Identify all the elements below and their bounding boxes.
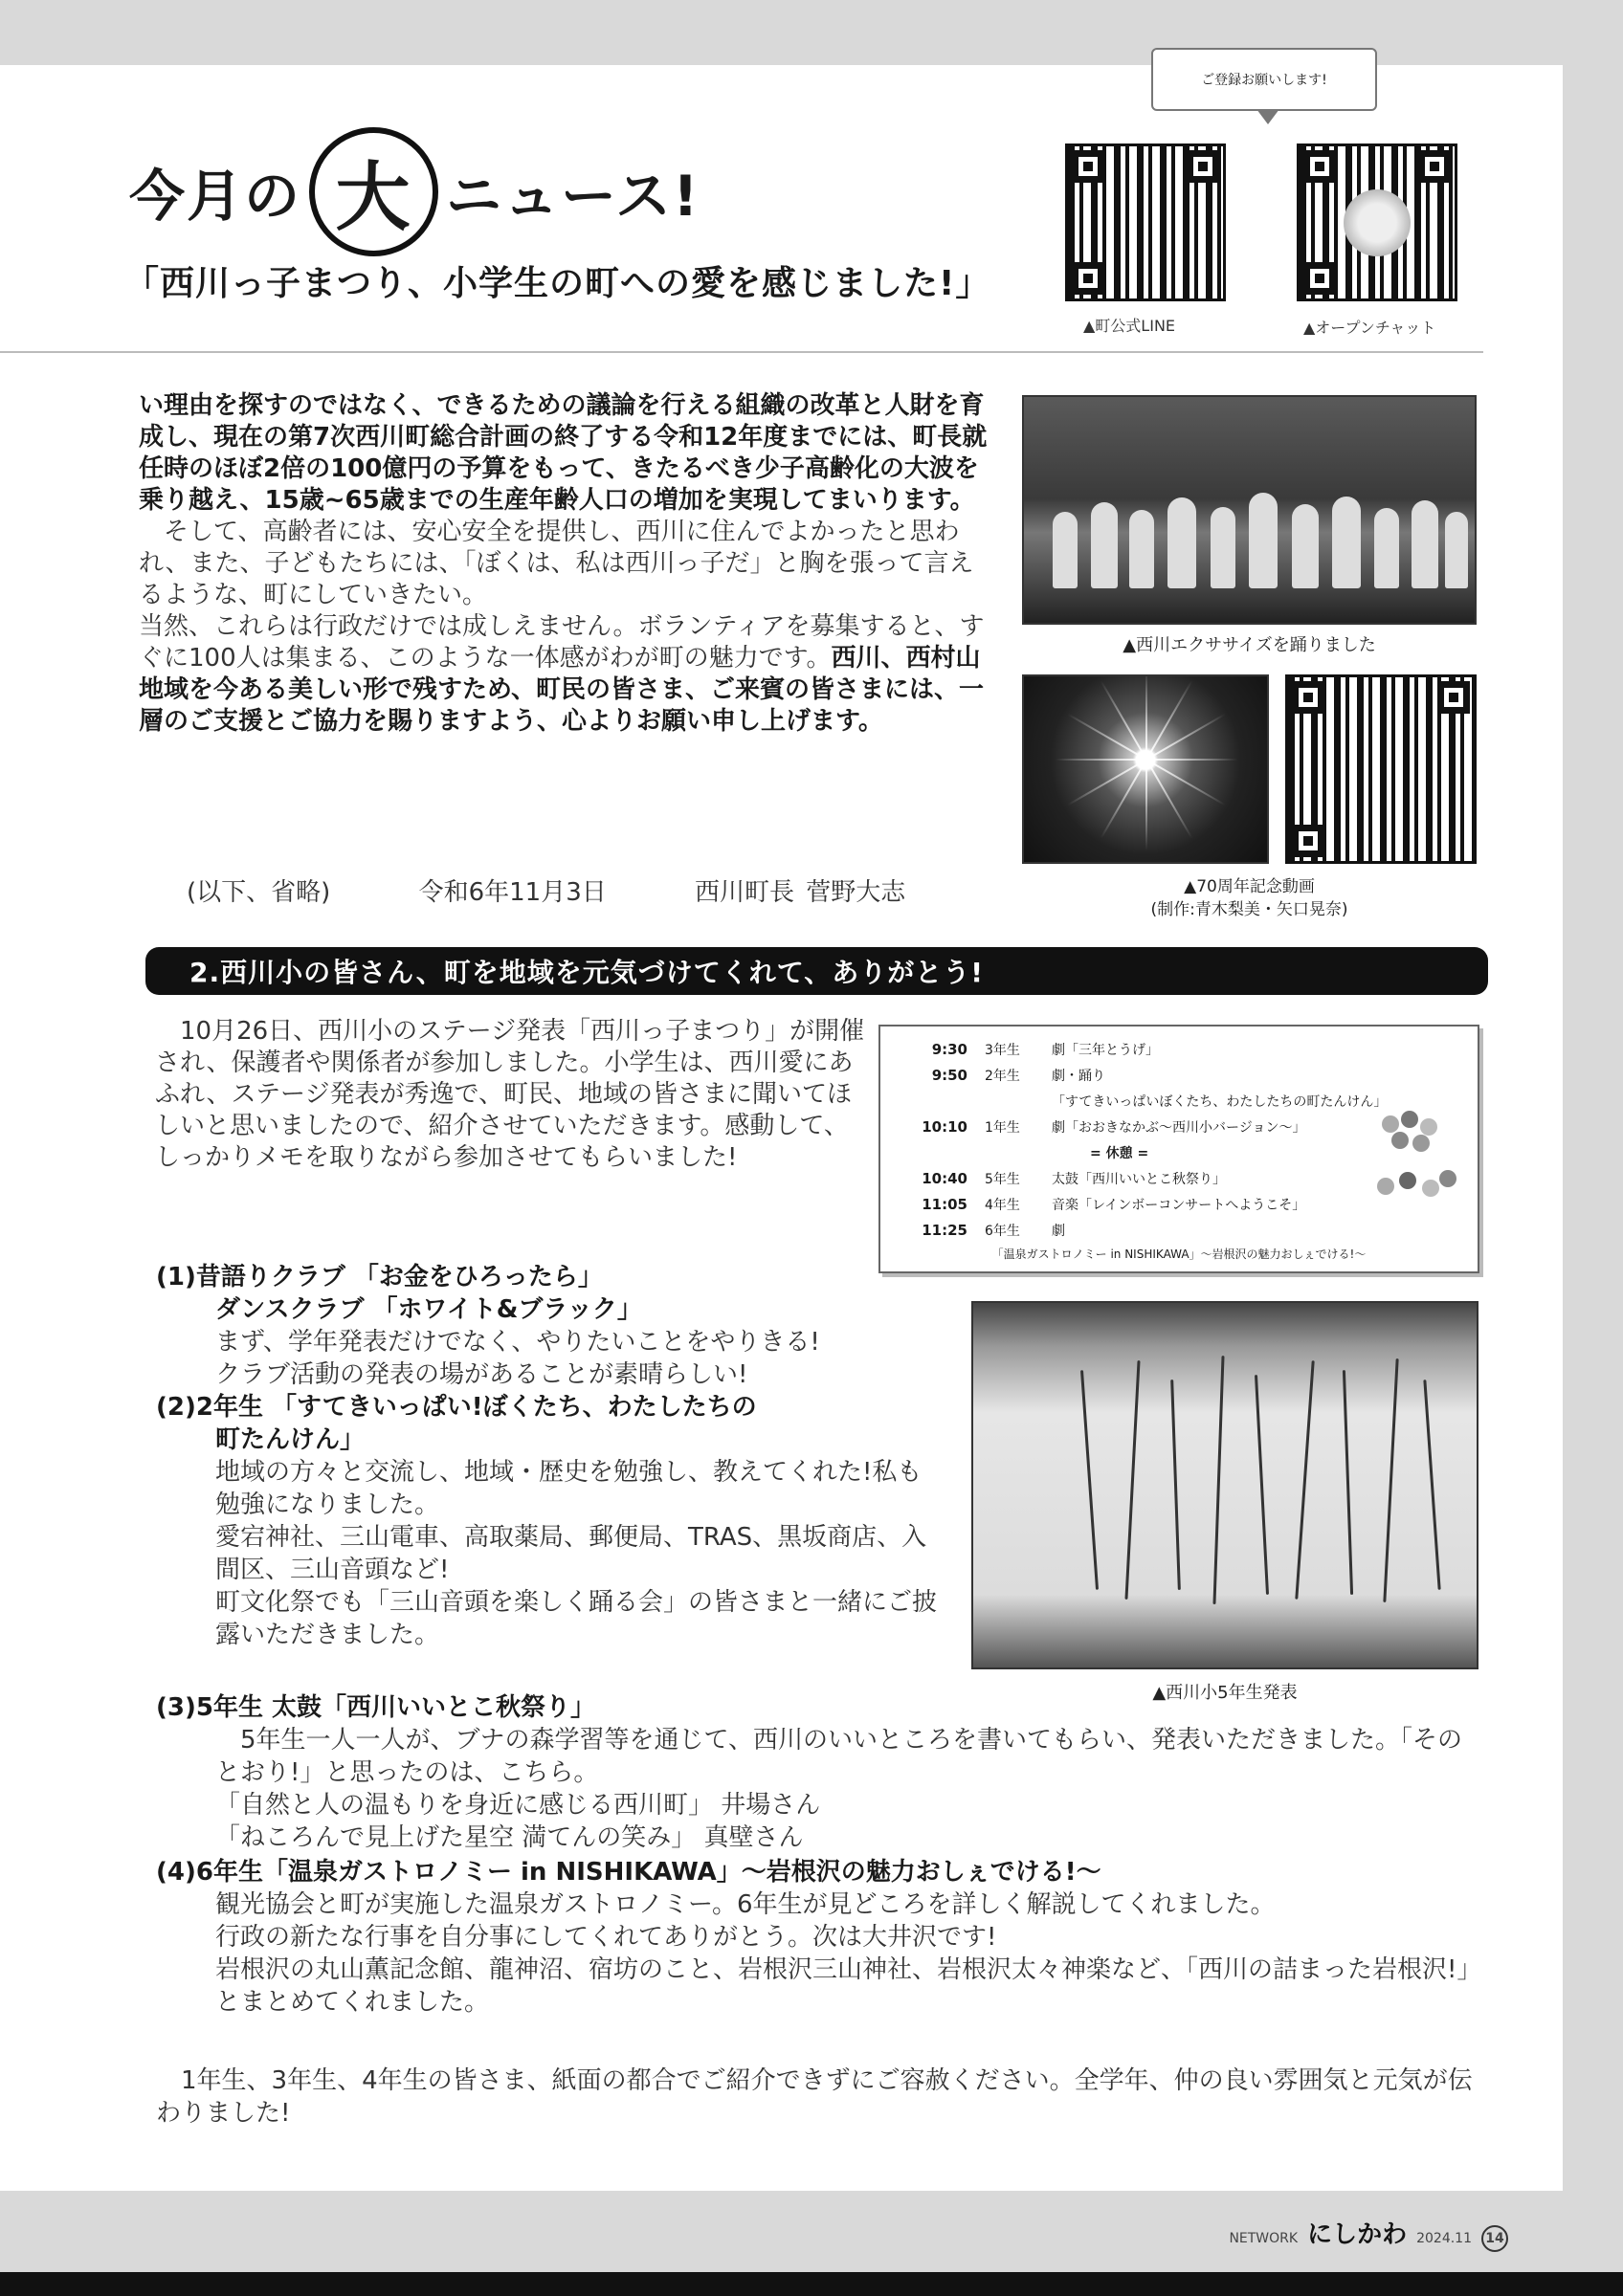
footer-network: NETWORK: [1229, 2231, 1299, 2246]
openchat-qr-caption: ▲オープンチャット: [1303, 319, 1436, 337]
title-circle-char: 大: [309, 127, 438, 256]
stage-photo-caption: ▲西川エクササイズを踊りました: [1123, 635, 1376, 655]
item-text: 「ねころんで見上げた星空 満てんの笑み」 真壁さん: [215, 1823, 804, 1852]
item-heading: 町たんけん」: [215, 1425, 366, 1454]
item-text: 観光協会と町が実施した温泉ガストロノミー。6年生が見どころを詳しく解説してくれました。: [215, 1890, 1276, 1919]
performance-item: [156, 1391, 941, 1651]
closing-text: 1年生、3年生、4年生の皆さま、紙面の都合でご紹介できずにご容赦ください。全学年、仲の良い雰囲気と元気が伝わりました!: [156, 2066, 1473, 2128]
video-caption: [1022, 875, 1477, 921]
openchat-qr-code[interactable]: [1297, 144, 1457, 301]
intro-paragraph: い理由を探すのではなく、できるための議論を行える組織の改革と人財を育成し、現在の第7次西川町総合計画の終了する令和12年度までには、町長就任時のほぼ2倍の100億円の予算をもって、きたるべき少子高齢化の大波を乗り越え、15歳~65歳までの生産年齢人口の増加を実現してまいります。: [139, 391, 988, 515]
item-text: 「自然と人の温もりを身近に感じる西川町」 井場さん: [215, 1791, 821, 1820]
intro-paragraph: 当然、これらは行政だけでは成しえません。ボランティアを募集すると、すぐに100人は集まる、このような一体感がわが町の魅力です。: [139, 612, 985, 673]
program-schedule: [878, 1025, 1479, 1273]
item-text: まず、学年発表だけでなく、やりたいことをやりきる!: [215, 1328, 820, 1357]
intro-paragraph: 西川、西村山地域を今ある美しい形で残すため、町民の皆さま、ご来賓の皆さまには、一層のご支援とご協力を賜りますよう、心よりお願い申し上げます。: [139, 644, 984, 736]
footer-brand: にしかわ: [1307, 2220, 1408, 2249]
signature-line: [187, 872, 905, 908]
page-title: [129, 134, 700, 249]
grade5-banner-photo: [971, 1301, 1478, 1669]
video-caption-title: ▲70周年記念動画: [1184, 877, 1315, 896]
schedule-row: 「すてきいっぱいぼくたち、わたしたちの町たんけん」: [1052, 1093, 1388, 1110]
stage-dance-photo: [1022, 395, 1477, 625]
intro-paragraph: そして、高齢者には、安心安全を提供し、西川に住んでよかったと思われ、また、子どもたちには、「ぼくは、私は西川っ子だ」と胸を張って言えるような、町にしていきたい。: [139, 518, 974, 609]
page-subtitle: 「西川っ子まつり、小学生の町への愛を感じました!」: [124, 264, 991, 303]
openchat-logo-icon: [1344, 189, 1411, 256]
item-text: クラブ活動の発表の場があることが素晴らしい!: [215, 1360, 748, 1389]
item-text: 町文化祭でも「三山音頭を楽しく踊る会」の皆さまと一緒にご披露いただきました。: [215, 1588, 938, 1649]
item-text: 行政の新たな行事を自分事にしてくれてありがとう。次は大井沢です!: [215, 1923, 997, 1952]
title-after: ニュース!: [446, 164, 700, 229]
schedule-row: 10:40 5年生 太鼓「西川いいとこ秋祭り」: [922, 1169, 1226, 1187]
banner-photo-caption: ▲西川小5年生発表: [1152, 1683, 1298, 1703]
page-number: 14: [1481, 2225, 1508, 2252]
anniversary-video-thumbnail[interactable]: [1022, 674, 1269, 864]
header-divider: [0, 351, 1483, 353]
line-qr-caption: ▲町公式LINE: [1083, 317, 1176, 335]
item-text: 地域の方々と交流し、地域・歴史を勉強し、教えてくれた!私も勉強になりました。: [215, 1458, 923, 1519]
footer-issue: 2024.11: [1416, 2231, 1472, 2246]
page-footer: [1229, 2215, 1508, 2252]
section-2-heading: 2.西川小の皆さん、町を地域を元気づけてくれて、ありがとう!: [145, 947, 1488, 995]
line-qr-code[interactable]: [1065, 144, 1226, 301]
item-heading: (1)昔語りクラブ 「お金をひろったら」: [156, 1263, 603, 1292]
item-heading: ダンスクラブ 「ホワイト&ブラック」: [215, 1295, 642, 1324]
schedule-row: 10:10 1年生 劇「おおきなかぶ〜西川小バージョン〜」: [922, 1117, 1306, 1136]
performance-item: [156, 1856, 1486, 2019]
bottom-edge: [0, 2272, 1623, 2296]
schedule-row: 11:05 4年生 音楽「レインボーコンサートへようこそ」: [922, 1195, 1306, 1213]
sign-omit: (以下、省略): [187, 878, 331, 907]
performance-item: [156, 1691, 1486, 1854]
sign-name: 西川町長 菅野大志: [695, 878, 906, 907]
register-callout: ご登録お願いします!: [1151, 48, 1377, 111]
item-heading: (3)5年生 太鼓「西川いいとこ秋祭り」: [156, 1693, 595, 1722]
schedule-footer: 「温泉ガストロノミー in NISHIKAWA」〜岩根沢の魅力おしぇでける!〜: [991, 1247, 1367, 1261]
sign-date: 令和6年11月3日: [418, 878, 607, 907]
item-text: 愛宕神社、三山電車、高取薬局、郵便局、TRAS、黒坂商店、入間区、三山音頭など!: [215, 1523, 927, 1584]
balloons-illustration: [1372, 1111, 1458, 1216]
schedule-row: 9:50 2年生 劇・踊り: [931, 1066, 1105, 1084]
item-text: 岩根沢の丸山薫記念館、龍神沼、宿坊のこと、岩根沢三山神社、岩根沢太々神楽など、「西川の詰まった岩根沢!」とまとめてくれました。: [215, 1955, 1482, 2017]
intro-text: [139, 390, 995, 738]
performance-item: [156, 1261, 941, 1391]
item-heading: (4)6年生「温泉ガストロノミー in NISHIKAWA」〜岩根沢の魅力おしぇでける!〜: [156, 1858, 1101, 1887]
title-before: 今月の: [129, 164, 302, 229]
item-text: 5年生一人一人が、ブナの森学習等を通じて、西川のいいところを書いてもらい、発表いただきました。「そのとおり!」と思ったのは、こちら。: [215, 1726, 1463, 1787]
video-caption-credit: (制作:青木梨美・矢口晃奈): [1150, 900, 1348, 919]
video-qr-code[interactable]: [1285, 674, 1477, 864]
item-heading: (2)2年生 「すてきいっぱい!ぼくたち、わたしたちの: [156, 1393, 757, 1422]
schedule-row: 11:25 6年生 劇: [922, 1221, 1065, 1239]
section-2-intro: 10月26日、西川小のステージ発表「西川っ子まつり」が開催され、保護者や関係者が参加しました。小学生は、西川愛にあふれ、ステージ発表が秀逸で、町民、地域の皆さまに聞いてほしいと思いましたので、紹介させていただきます。感動して、しっかりメモを取りながら参加させてもらいました!: [155, 1017, 865, 1172]
schedule-row: = 休憩 =: [1090, 1145, 1149, 1161]
schedule-row: 9:30 3年生 劇「三年とうげ」: [931, 1040, 1159, 1058]
